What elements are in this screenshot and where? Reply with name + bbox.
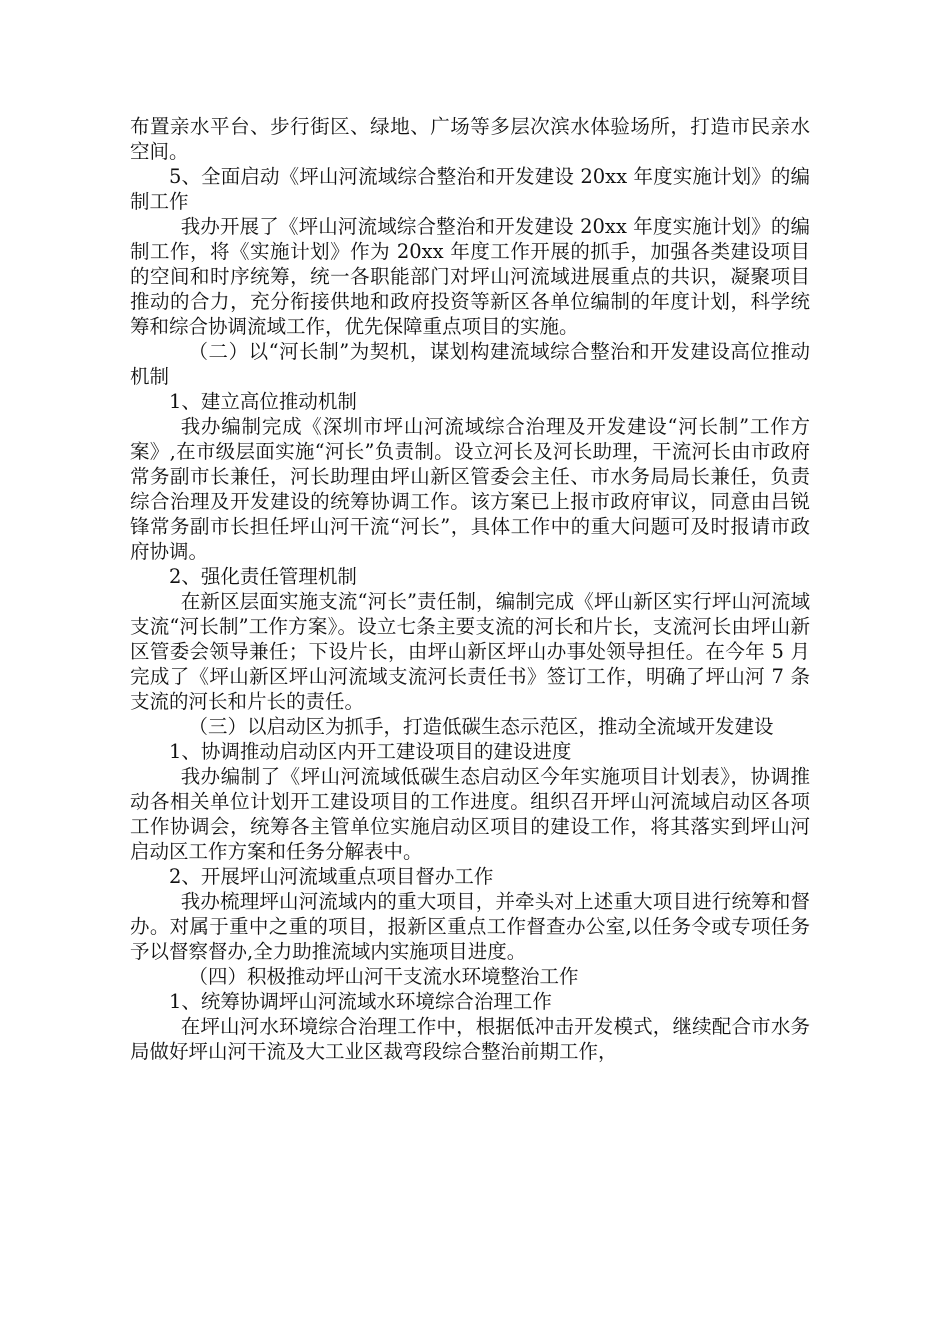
paragraph: 我办梳理坪山河流域内的重大项目，并牵头对上述重大项目进行统筹和督办。对属于重中之重的项目，报新区重点工作督查办公室,以任务令或专项任务予以督察督办,全力助推流域内实施项目进度。 bbox=[130, 890, 810, 963]
paragraph: 我办编制了《坪山河流域低碳生态启动区今年实施项目计划表》，协调推动各相关单位计划开工建设项目的工作进度。组织召开坪山河流域启动区各项工作协调会，统筹各主管单位实施启动区项目的建设工作，将其落实到坪山河启动区工作方案和任务分解表中。 bbox=[130, 765, 810, 863]
section-heading-item-5: 5、全面启动《坪山河流域综合整治和开发建设 20xx 年度实施计划》的编制工作 bbox=[130, 165, 810, 213]
subheading-item-2: 2、强化责任管理机制 bbox=[169, 565, 357, 588]
paragraph: 我办开展了《坪山河流域综合整治和开发建设 20xx 年度实施计划》的编制工作，将《实施计划》作为 20xx 年度工作开展的抓手，加强各类建设项目的空间和时序统筹，统一各职能部门对坪山河流域进展重点的共识，凝聚项目推动的合力，充分衔接供地和政府投资等新区各单位编制的年度计划，科学统筹和综合协调流域工作，优先保障重点项目的实施。 bbox=[130, 215, 810, 338]
subheading-item-1: 1、建立高位推动机制 bbox=[169, 390, 357, 413]
document-body bbox=[130, 114, 810, 1064]
subheading-item-1: 1、统筹协调坪山河流域水环境综合治理工作 bbox=[169, 990, 552, 1013]
subheading-item-2: 2、开展坪山河流域重点项目督办工作 bbox=[169, 865, 494, 888]
section-heading-3: （三）以启动区为抓手，打造低碳生态示范区，推动全流域开发建设 bbox=[188, 715, 774, 738]
paragraph: 在坪山河水环境综合治理工作中，根据低冲击开发模式，继续配合市水务局做好坪山河干流及大工业区裁弯段综合整治前期工作， bbox=[130, 1015, 810, 1063]
paragraph: 我办编制完成《深圳市坪山河流域综合治理及开发建设“河长制”工作方案》,在市级层面实施“河长”负责制。设立河长及河长助理，干流河长由市政府常务副市长兼任，河长助理由坪山新区管委会主任、市水务局局长兼任，负责综合治理及开发建设的统筹协调工作。该方案已上报市政府审议，同意由吕锐锋常务副市长担任坪山河干流“河长”，具体工作中的重大问题可及时报请市政府协调。 bbox=[130, 415, 810, 563]
paragraph: 在新区层面实施支流“河长”责任制，编制完成《坪山新区实行坪山河流域支流“河长制”工作方案》。设立七条主要支流的河长和片长，支流河长由坪山新区管委会领导兼任；下设片长，由坪山新区坪山办事处领导担任。在今年 5 月完成了《坪山新区坪山河流域支流河长责任书》签订工作，明确了坪山河 7 条支流的河长和片长的责任。 bbox=[130, 590, 810, 713]
section-heading-2: （二）以“河长制”为契机，谋划构建流域综合整治和开发建设高位推动机制 bbox=[130, 340, 810, 388]
section-heading-4: （四）积极推动坪山河干支流水环境整治工作 bbox=[188, 965, 579, 988]
paragraph: 布置亲水平台、步行街区、绿地、广场等多层次滨水体验场所，打造市民亲水空间。 bbox=[130, 115, 810, 163]
subheading-item-1: 1、协调推动启动区内开工建设项目的建设进度 bbox=[169, 740, 572, 763]
